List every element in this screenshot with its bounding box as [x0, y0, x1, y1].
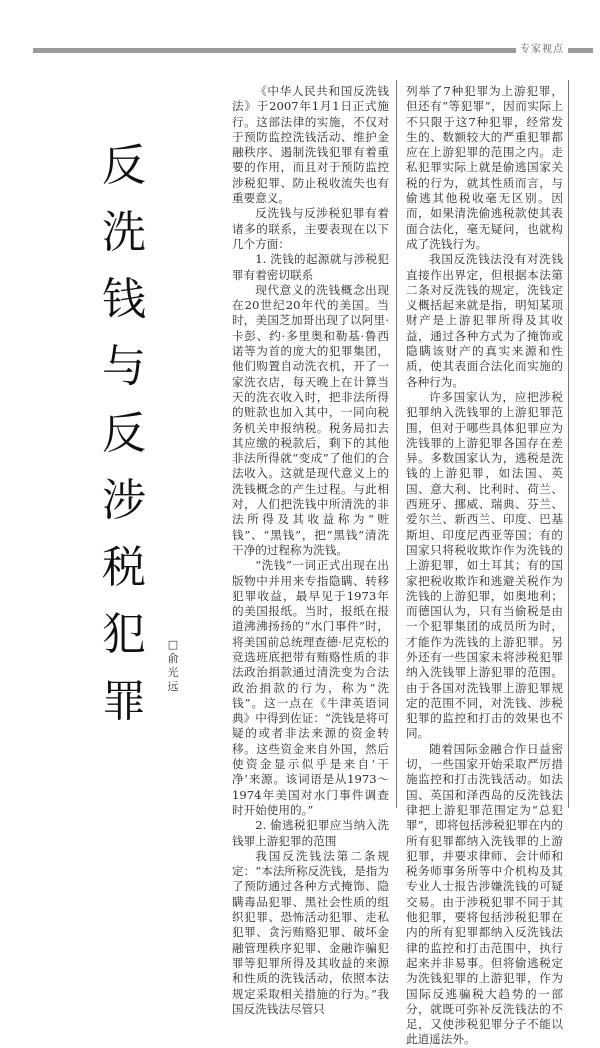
title-char: 钱: [102, 274, 146, 325]
author-char: 远: [167, 680, 179, 693]
section-heading: 1. 洗钱的起源就与涉税犯罪有着密切联系: [232, 252, 389, 282]
title-char: 罪: [102, 676, 146, 727]
paragraph: 我国反洗钱法没有对洗钱直接作出界定，但根据本法第二条对反洗钱的规定，洗钱定义概括起来就是指，明知某项财产是上游犯罪所得及其收益，通过各种方式为了掩饰或隐瞒该财产的真实来源和性质，使其表面合法化而实施的各种行为。: [406, 252, 563, 389]
body-column-1: [232, 84, 389, 1017]
paragraph: 随着国际金融合作日益密切，一些国家开始采取严厉措施监控和打击洗钱活动。如法国、英国和泽西岛的反洗钱法律把上游犯罪范围定为“总犯罪”，即将包括涉税犯罪在内的所有犯罪都纳入洗钱罪的上游犯罪，并要求律师、会计师和税务师事务所等中介机构及其专业人士报告涉嫌洗钱的可疑交易。由于涉税犯罪不同于其他犯罪，要将包括涉税犯罪在内的所有犯罪都纳入反洗钱法律的监控和打击范围中，执行起来并非易事。但将偷逃税定为洗钱犯罪的上游犯罪，作为国际反逃骗税大趋势的一部分，就既可弥补反洗钱法的不足，又使涉税犯罪分子不能以此逍遥法外。: [406, 741, 563, 1047]
paragraph: 列举了7种犯罪为上游犯罪，但还有“等犯罪”，因而实际上不只限于这7种犯罪，经常发生的、数额较大的严重犯罪都应在上游犯罪的范围之内。走私犯罪实际上就是偷逃国家关税的行为，就其性质而言，与偷逃其他税收毫无区别。因而，如果清洗偷逃税款使其表面合法化，毫无疑问，也就构成了洗钱行为。: [406, 84, 563, 251]
paragraph: 我国反洗钱法第二条规定：“本法所称反洗钱，是指为了预防通过各种方式掩饰、隐瞒毒品犯罪、黑社会性质的组织犯罪、恐怖活动犯罪、走私犯罪、贪污贿赂犯罪、破坏金融管理秩序犯罪、金融诈骗犯罪等犯罪所得及其收益的来源和性质的洗钱活动，依照本法规定采取相关措施的行为。”我国反洗钱法尽管只: [232, 848, 389, 1016]
paragraph: 反洗钱与反涉税犯罪有着诸多的联系，主要表现在以下几个方面：: [232, 206, 389, 251]
section-label: 专家视点: [516, 40, 568, 55]
column-divider: [396, 80, 397, 808]
author-char: 光: [167, 666, 179, 679]
body-column-2: [406, 84, 563, 1048]
title-char: 与: [102, 341, 146, 392]
paragraph: 许多国家认为，应把涉税犯罪纳入洗钱罪的上游犯罪范围，但对于哪些具体犯罪应为洗钱罪的上游犯罪各国存在差异。多数国家认为，逃税是洗钱的上游犯罪，如法国、英国、意大利、比利时、荷兰、西班牙、挪威、瑞典、芬兰、爱尔兰、新西兰、印度、巴基斯坦、印度尼西亚等国；有的国家只将税收欺诈作为洗钱的上游犯罪，如土耳其；有的国家把税收欺诈和逃避关税作为洗钱的上游犯罪，如奥地利；而德国认为，只有当偷税是由一个犯罪集团的成员所为时，才能作为洗钱的上游犯罪。另外还有一些国家未将涉税犯罪纳入洗钱罪上游犯罪的范围。由于各国对洗钱罪上游犯罪规定的范围不同，对洗钱、涉税犯罪的监控和打击的效果也不同。: [406, 389, 563, 741]
title-char: 犯: [102, 609, 146, 660]
title-char: 反: [102, 408, 146, 459]
paragraph: “洗钱”一词正式出现在出版物中并用来专指隐瞒、转移犯罪收益，最早见于1973年的美国报纸。当时，报纸在报道沸沸扬扬的“水门事件”时，将美国前总统理查德·尼克松的竞选班底把带有贿赂性质的非法政治捐款通过清洗变为合法政治捐款的行为，称为“洗钱”。这一点在《牛津英语词典》中得到佐证：“洗钱是将可疑的或者非法来源的资金转移。这些资金来自外国，然后使资金显示似乎是来自‘干净’来源。该词语是从1973～1974年美国对水门事件调查时开始使用的。”: [232, 558, 389, 817]
paragraph: 《中华人民共和国反洗钱法》于2007年1月1日正式施行。这部法律的实施，不仅对于预防监控洗钱活动、维护金融秩序、遏制洗钱犯罪有着重要的作用，而且对于预防监控涉税犯罪、防止税收流失也有重要意义。: [232, 84, 389, 206]
title-char: 税: [102, 542, 146, 593]
title-char: 反: [102, 140, 146, 191]
title-char: 涉: [102, 475, 146, 526]
author-char: 俞: [167, 652, 179, 665]
title-char: 洗: [102, 207, 146, 258]
paragraph: 现代意义的洗钱概念出现在20世纪20年代的美国。当时，美国芝加哥出现了以阿里·卡彭、约·多里奥和勒基·鲁西诺等为首的庞大的犯罪集团，他们购置自动洗衣机，开了一家洗衣店，每天晚上在计算当天的洗衣收入时，把非法所得的赃款也加入其中，一同向税务机关申报纳税。税务局扣去其应缴的税款后，剩下的其他非法所得就“变成”了他们的合法收入。这就是现代意义上的洗钱概念的产生过程。与此相对，人们把洗钱中所清洗的非法所得及其收益称为“赃钱”、“黑钱”，把“黑钱”清洗干净的过程称为洗钱。: [232, 282, 389, 557]
section-heading: 2. 偷逃税犯罪应当纳入洗钱罪上游犯罪的范围: [232, 818, 389, 848]
column-divider: [568, 80, 569, 808]
author-mark: □: [167, 638, 179, 651]
article-title: [100, 132, 148, 735]
header-rule: [33, 48, 593, 53]
author-byline: [166, 638, 180, 694]
